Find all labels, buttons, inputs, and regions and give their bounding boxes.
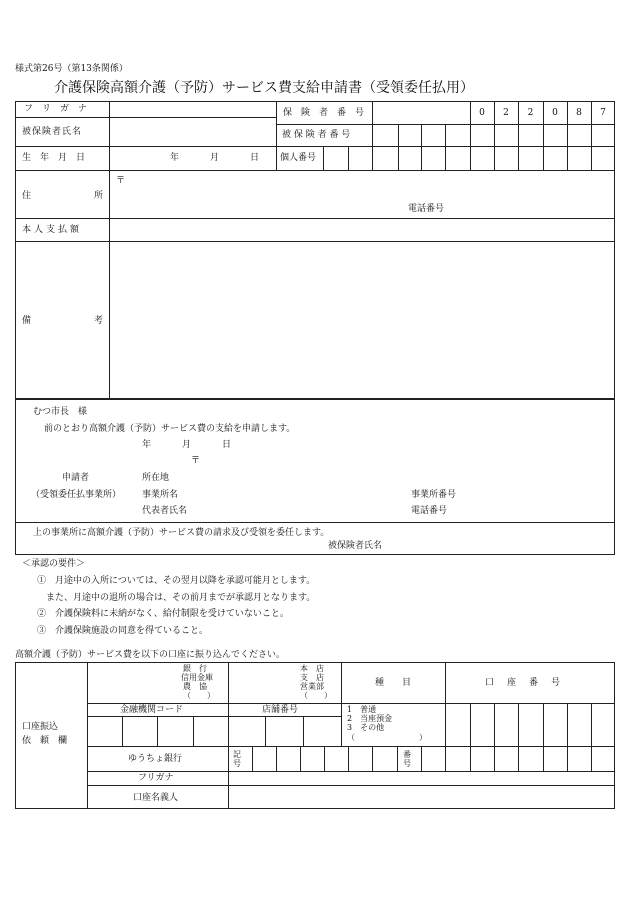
bango-label-2: 号 <box>403 759 411 768</box>
remarks-label: 備 <box>22 316 32 326</box>
account-furigana-label: フリガナ <box>138 773 174 783</box>
insurer-digit: 8 <box>576 108 582 118</box>
delegation-insured-name-label: 被保険者氏名 <box>328 541 383 551</box>
branch-type: 営業部 <box>300 682 324 691</box>
institution-type: （ ） <box>183 691 215 700</box>
insured-number-label: 被 保 険 者 番 号 <box>282 130 351 140</box>
account-number-label: 口 座 番 号 <box>485 678 563 688</box>
location-label: 所在地 <box>142 473 170 483</box>
office-name-label: 事業所名 <box>142 490 179 500</box>
insurer-digit: 2 <box>527 108 534 118</box>
insurer-digit: 2 <box>503 108 509 118</box>
requirement-item: ② 介護保険料に未納がなく、給付制限を受けていないこと。 <box>37 609 289 619</box>
requirements-heading: ＜承認の要件＞ <box>22 559 86 569</box>
yucho-bank-label: ゆうちょ銀行 <box>128 754 183 764</box>
application-day: 日 <box>222 440 232 450</box>
institution-type: 信用金庫 <box>181 673 213 682</box>
address-label-2: 所 <box>94 191 104 201</box>
branch-type: 本 店 <box>300 664 324 673</box>
self-pay-label: 本人支払額 <box>22 225 83 235</box>
address-label: 住 <box>22 191 32 201</box>
remarks-label-2: 考 <box>94 316 104 326</box>
institution-code-label: 金融機関コード <box>120 705 184 715</box>
bango-label: 番 <box>403 750 411 759</box>
form-number: 様式第26号（第13条関係） <box>15 64 128 74</box>
branch-type: 支 店 <box>300 673 324 682</box>
birth-date-label: 生 年 月 日 <box>22 153 86 163</box>
kigo-label-2: 号 <box>233 759 241 768</box>
requirement-item: ③ 介護保険施設の同意を得ていること。 <box>37 626 209 636</box>
birth-month: 月 <box>210 153 220 163</box>
account-type-option: 3 その他 <box>347 723 385 732</box>
postal-mark: 〒 <box>116 176 126 186</box>
transfer-request-label: 口座振込 <box>22 722 59 732</box>
branch-type: （ ） <box>300 691 332 700</box>
application-postal-mark: 〒 <box>191 456 201 466</box>
account-type-label: 種 目 <box>375 678 412 688</box>
requirement-item: また、月途中の退所の場合は、その前月までが承認月となります。 <box>37 593 316 603</box>
office-number-label: 事業所番号 <box>411 490 457 500</box>
applicant-label: 申請者 <box>62 473 90 483</box>
branch-number-label: 店舗番号 <box>262 705 299 715</box>
insurer-number-label: 保 険 者 番 号 <box>283 108 365 118</box>
kigo-label: 記 <box>233 750 241 759</box>
personal-number-label: 個人番号 <box>280 153 317 163</box>
representative-name-label: 代表者氏名 <box>142 506 188 516</box>
insurer-digit: 0 <box>479 108 485 118</box>
insurer-digit: 7 <box>600 108 606 118</box>
office-phone-label: 電話番号 <box>411 506 448 516</box>
applicant-sub-label: （受領委任払事業所） <box>31 490 122 500</box>
institution-type: 銀 行 <box>183 664 207 673</box>
insurer-digit: 0 <box>552 108 558 118</box>
account-holder-label: 口座名義人 <box>133 793 179 803</box>
addressee: むつ市長 様 <box>33 407 88 417</box>
application-month: 月 <box>182 440 192 450</box>
transfer-request-label-2: 依 頼 欄 <box>22 736 68 746</box>
phone-label: 電話番号 <box>408 204 445 214</box>
institution-type: 農 協 <box>183 682 207 691</box>
application-year: 年 <box>142 440 152 450</box>
account-type-option: 1 普通 <box>347 705 377 714</box>
birth-day: 日 <box>250 153 260 163</box>
form-title: 介護保険高額介護（予防）サービス費支給申請書（受領委任払用） <box>54 80 474 96</box>
bank-intro: 高額介護（予防）サービス費を以下の口座に振り込んでください。 <box>15 650 286 660</box>
insured-name-label: 被保険者氏名 <box>22 127 83 137</box>
account-type-option: 2 当座預金 <box>347 714 393 723</box>
account-type-option: （ ） <box>347 733 427 742</box>
delegation-statement: 上の事業所に高額介護（予防）サービス費の請求及び受領を委任します。 <box>33 528 330 538</box>
application-statement: 前のとおり高額介護（予防）サービス費の支給を申請します。 <box>44 424 296 434</box>
furigana-label: フ リ ガ ナ <box>24 104 88 114</box>
birth-year: 年 <box>170 153 180 163</box>
requirement-item: ① 月途中の入所については、その翌月以降を承認可能月とします。 <box>37 576 316 586</box>
